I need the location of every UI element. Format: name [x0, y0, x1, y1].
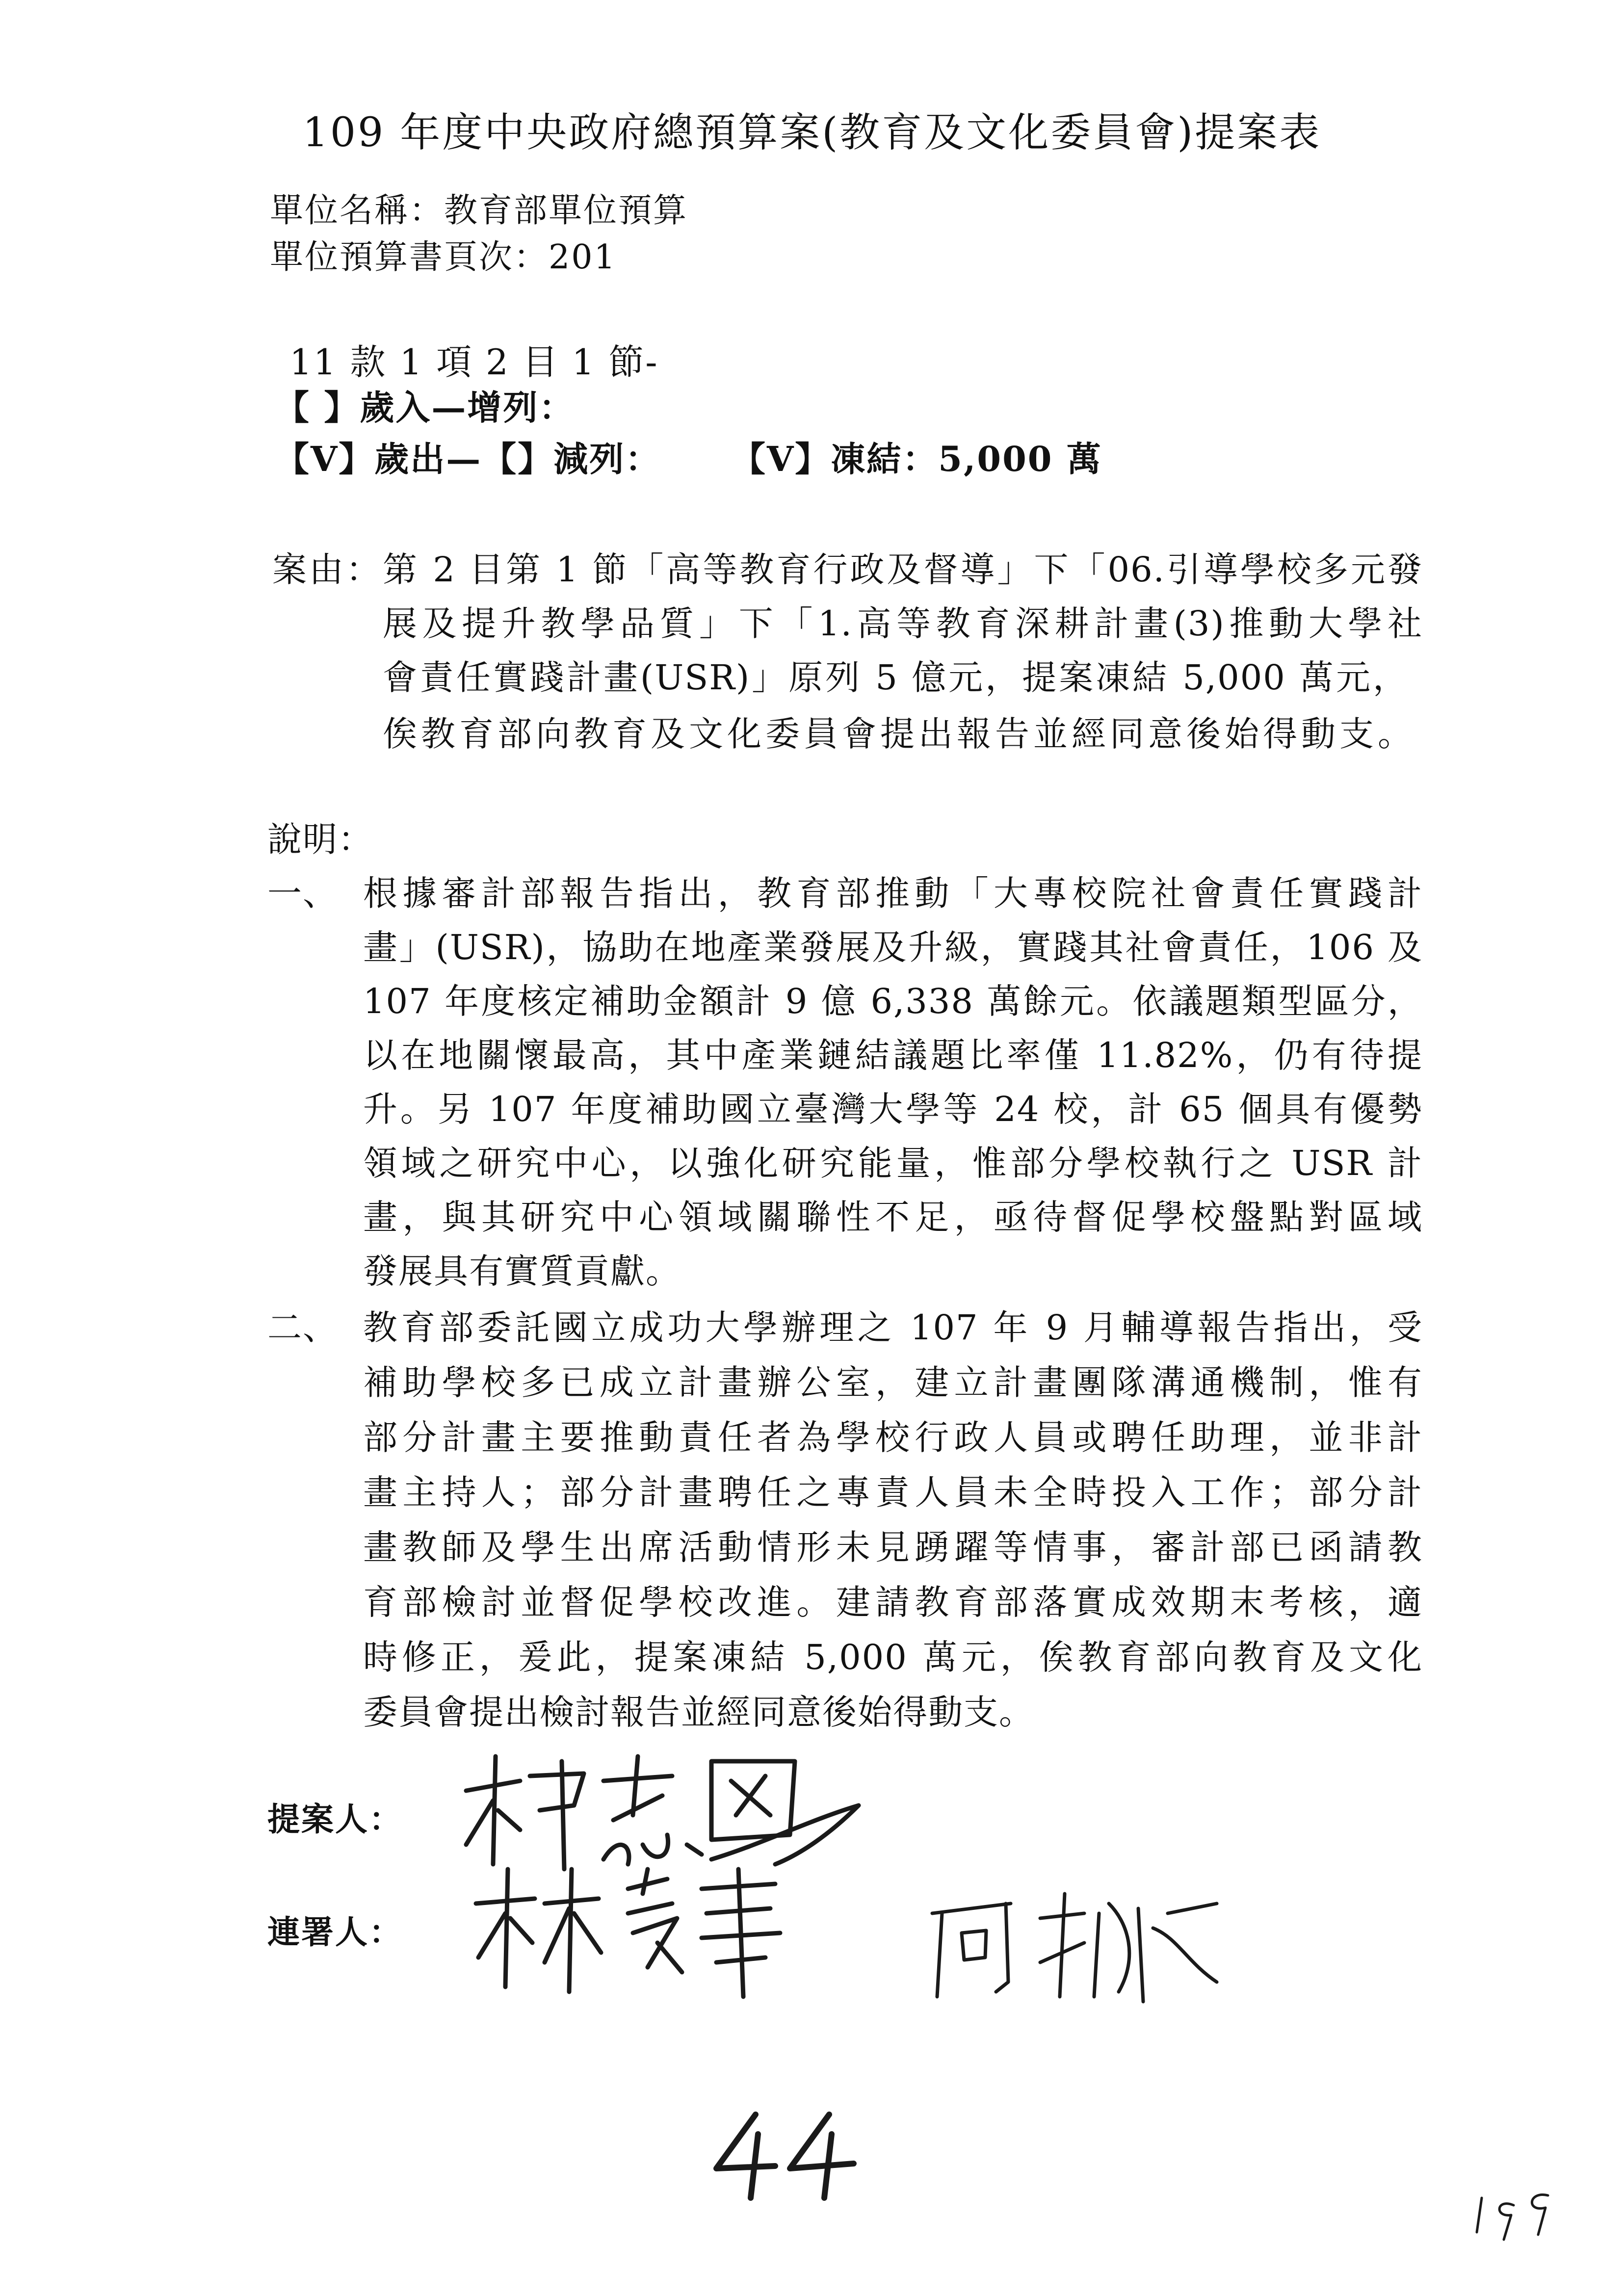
- explanation-line: 委員會提出檢討報告並經同意後始得動支。: [363, 1692, 1034, 1732]
- explanation-line: 以在地關懷最高，其中產業鏈結議題比率僅 11.82%，仍有待提: [363, 1035, 1423, 1075]
- budget-section-code: 11 款 1 項 2 目 1 節-: [289, 341, 659, 383]
- page-reference: 單位預算書頁次：201: [270, 238, 617, 277]
- explanation-line: 教育部委託國立成功大學辦理之 107 年 9 月輔導報告指出，受: [363, 1307, 1423, 1348]
- proposer-signature: [456, 1747, 888, 1874]
- explanation-line: 升。另 107 年度補助國立臺灣大學等 24 校，計 65 個具有優勢: [363, 1089, 1423, 1129]
- explanation-label: 說明：: [267, 819, 373, 860]
- case-line: 案由：第 2 目第 1 節「高等教育行政及督導」下「06.引導學校多元發: [272, 549, 1423, 590]
- freeze-line: 【V】凍結：5,000 萬: [731, 439, 1102, 479]
- expense-line: 【V】歲出—【】減列：: [275, 439, 661, 479]
- explanation-line: 時修正，爰此，提案凍結 5,000 萬元，俟教育部向教育及文化: [363, 1637, 1423, 1677]
- income-line: 【 】歲入—增列：: [275, 387, 575, 428]
- case-line: 展及提升教學品質」下「1.高等教育深耕計畫(3)推動大學社: [383, 603, 1423, 644]
- explanation-line: 107 年度核定補助金額計 9 億 6,338 萬餘元。依議題類型區分，: [363, 981, 1423, 1021]
- explanation-line: 發展具有實質貢獻。: [363, 1251, 681, 1291]
- case-line: 俟教育部向教育及文化委員會提出報告並經同意後始得動支。: [383, 714, 1413, 754]
- explanation-line: 畫主持人；部分計畫聘任之專責人員未全時投入工作；部分計: [363, 1472, 1423, 1513]
- unit-name: 單位名稱：教育部單位預算: [270, 191, 688, 230]
- corner-page-mark: [1467, 2178, 1565, 2242]
- explanation-line: 畫」(USR)，協助在地產業發展及升級，實踐其社會責任，106 及: [363, 927, 1423, 967]
- explanation-line: 領域之研究中心，以強化研究能量，惟部分學校執行之 USR 計: [363, 1143, 1423, 1183]
- proposer-label: 提案人：: [267, 1800, 403, 1838]
- explanation-line: 育部檢討並督促學校改進。建請教育部落實成效期末考核，適: [363, 1582, 1423, 1622]
- explanation-line: 根據審計部報告指出，教育部推動「大專校院社會責任實踐計: [363, 873, 1423, 913]
- explanation-line: 補助學校多已成立計畫辦公室，建立計畫團隊溝通機制，惟有: [363, 1362, 1423, 1403]
- case-line: 會責任實踐計畫(USR)」原列 5 億元，提案凍結 5,000 萬元，: [383, 657, 1408, 698]
- item-marker: 一、: [267, 873, 338, 913]
- page-title: 109 年度中央政府總預算案(教育及文化委員會)提案表: [302, 109, 1322, 156]
- explanation-line: 畫教師及學生出席活動情形未見踴躍等情事，審計部已函請教: [363, 1527, 1423, 1567]
- cosigner-label: 連署人：: [267, 1913, 403, 1951]
- cosigner-signature: [471, 1859, 824, 2002]
- explanation-line: 畫，與其研究中心領域關聯性不足，亟待督促學校盤點對區域: [363, 1197, 1423, 1237]
- handwritten-page-number: [707, 2105, 864, 2203]
- cosigner-signature: [922, 1884, 1236, 2011]
- item-marker: 二、: [267, 1307, 338, 1348]
- explanation-line: 部分計畫主要推動責任者為學校行政人員或聘任助理，並非計: [363, 1417, 1423, 1458]
